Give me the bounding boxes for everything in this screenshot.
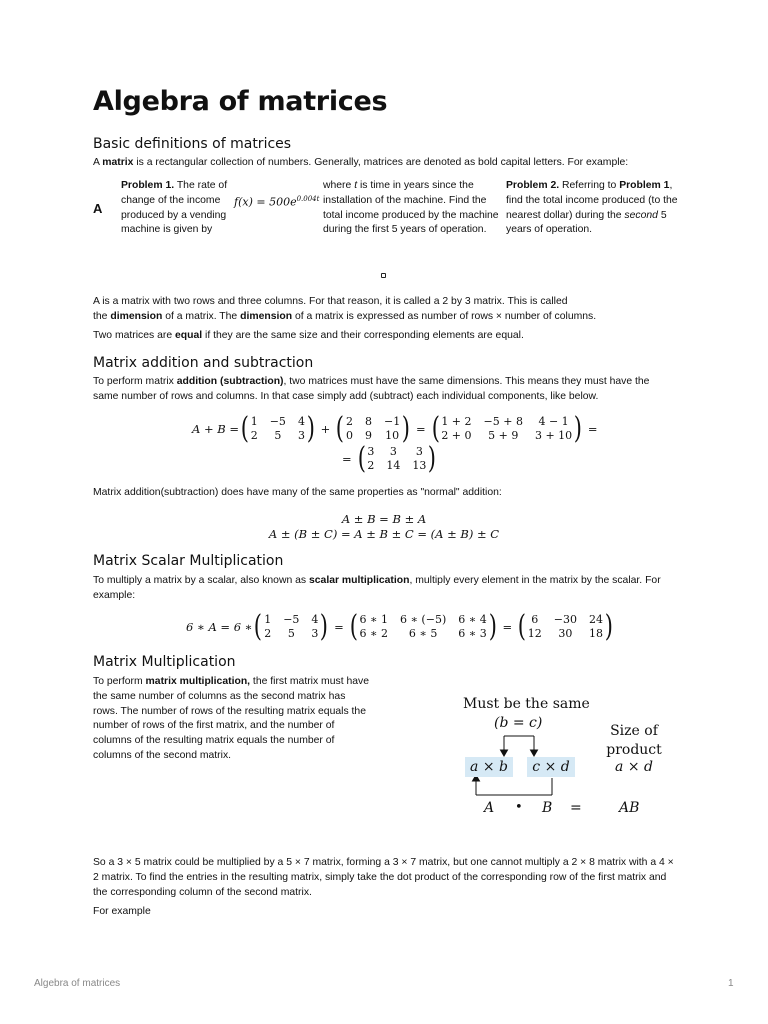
matrix-cell: 4 − 1 bbox=[538, 415, 569, 428]
matrix-cell: 4 bbox=[297, 415, 305, 428]
diagram-box-first bbox=[465, 757, 513, 777]
addition-properties-intro: Matrix addition(subtraction) does have many of the same properties as "normal" addition: bbox=[93, 487, 502, 498]
multiplication-paragraph-2: So a 3 × 5 matrix could be multiplied by a 5 × 7 matrix, forming a 3 × 7 matrix, but one cannot multiply a 2 × 8 matrix with a 4 × 2 matrix. To find the entries in the resulting matrix, simply take the dot product of the corresponding row of the first matrix and the corresponding column of the second matrix. bbox=[93, 857, 674, 898]
matrix-cell: 2 bbox=[367, 459, 375, 472]
matrix-cell: 3 bbox=[389, 445, 397, 458]
diagram-bottom-eq: = bbox=[570, 800, 582, 816]
matrix-a: ( 1 −5 4 2 5 3 ) bbox=[240, 411, 315, 446]
page-number: 1 bbox=[728, 978, 734, 989]
small-marker-icon bbox=[381, 273, 386, 278]
matrix-cell: 4 bbox=[311, 613, 319, 626]
problem1-continuation: where t is time in years since the installation of the machine. Find the total income produced by the machine during the first 5 years of operation. bbox=[323, 180, 499, 236]
matrix-cell: −5 + 8 bbox=[483, 415, 523, 428]
diagram-must-label: Must be the same bbox=[463, 696, 590, 712]
matrix-cell: 6 bbox=[531, 613, 539, 626]
matrix-cell: 6 ∗ 2 bbox=[359, 627, 388, 640]
matrix-cell: 1 + 2 bbox=[441, 415, 472, 428]
scalar-matrix-a: ( 1 −5 4 2 5 3 ) bbox=[254, 609, 329, 644]
section-heading-multiplication: Matrix Multiplication bbox=[93, 654, 236, 670]
multiplication-paragraph: To perform matrix multiplication, the first matrix must have the same number of columns as the second matrix has rows. The number of rows of the resulting matrix equals the number of rows of the first matrix, and the number of columns of the resulting matrix equals the number of columns of the second matrix. bbox=[93, 676, 369, 761]
diagram-bottom-a: A bbox=[484, 800, 495, 816]
matrix-cell: 3 bbox=[311, 627, 319, 640]
matrix-cell: −5 bbox=[269, 415, 286, 428]
matrix-cell: 3 bbox=[367, 445, 375, 458]
matrix-cell: 3 bbox=[297, 429, 305, 442]
matrix-letter: A bbox=[93, 201, 103, 216]
matrix-cell: 6 ∗ 5 bbox=[408, 627, 438, 640]
dimension-paragraph: A is a matrix with two rows and three columns. For that reason, it is called a 2 by 3 matrix. This is called the dimension of a matrix. The dimension of a matrix is expressed as number of rows × number of columns. bbox=[93, 296, 597, 322]
multiplication-diagram bbox=[450, 692, 690, 822]
matrix-cell: 2 bbox=[346, 415, 354, 428]
matrix-cell: 2 bbox=[264, 627, 272, 640]
diagram-size-value: a × d bbox=[615, 759, 653, 775]
matrix-cell: 12 bbox=[527, 627, 542, 640]
matrix-cell: 3 bbox=[415, 445, 423, 458]
basic-intro: A matrix is a rectangular collection of numbers. Generally, matrices are denoted as bold capital letters. For example: bbox=[93, 157, 629, 168]
diagram-condition: (b = c) bbox=[494, 715, 543, 731]
matrix-cell: −30 bbox=[553, 613, 578, 626]
addition-lhs: A + B = bbox=[192, 422, 239, 436]
matrix-cell: 30 bbox=[558, 627, 573, 640]
problem2-text: Problem 2. Referring to Problem 1, find the total income produced (to the nearest dollar) during the second 5 years of operation. bbox=[506, 180, 678, 236]
for-example-text: For example bbox=[93, 906, 151, 917]
page-title: Algebra of matrices bbox=[93, 86, 388, 117]
matrix-cell: 2 bbox=[250, 429, 258, 442]
matrix-cell: 2 + 0 bbox=[441, 429, 472, 442]
matrix-cell: 6 ∗ 4 bbox=[458, 613, 487, 626]
scalar-matrix-expanded: ( 6 ∗ 1 6 ∗ (−5) 6 ∗ 4 6 ∗ 2 6 ∗ 5 6 ∗ 3 ) bbox=[349, 609, 497, 644]
footer-title: Algebra of matrices bbox=[34, 978, 121, 989]
matrix-cell: 6 ∗ (−5) bbox=[399, 613, 447, 626]
section-heading-scalar: Matrix Scalar Multiplication bbox=[93, 553, 284, 569]
matrix-cell: 5 + 9 bbox=[488, 429, 519, 442]
diagram-bottom-ab: AB bbox=[619, 800, 640, 816]
matrix-cell: 10 bbox=[385, 429, 400, 442]
matrix-cell: 13 bbox=[412, 459, 427, 472]
diagram-bottom-dot: • bbox=[515, 800, 523, 815]
addition-paragraph: To perform matrix addition (subtraction), two matrices must have the same dimensions. This means they must have the same number of rows and columns. In that case simply add (subtract) each individual components, like below. bbox=[93, 376, 650, 402]
problem1-text: Problem 1. The rate of change of the income produced by a vending machine is given by bbox=[121, 180, 228, 236]
diagram-box-second bbox=[527, 757, 575, 777]
scalar-matrix-result: ( 6 −30 24 12 30 18 ) bbox=[517, 609, 613, 644]
matrix-cell: 3 + 10 bbox=[534, 429, 573, 442]
matrix-cell: 24 bbox=[589, 613, 604, 626]
matrix-cell: 1 bbox=[264, 613, 272, 626]
equal-paragraph: Two matrices are equal if they are the same size and their corresponding elements are equal. bbox=[93, 330, 524, 341]
section-heading-addition: Matrix addition and subtraction bbox=[93, 355, 314, 371]
matrix-cell: 6 ∗ 1 bbox=[359, 613, 388, 626]
property-associative: A ± (B ± C) = A ± B ± C = (A ± B) ± C bbox=[268, 527, 500, 541]
diagram-box-first-label: a × b bbox=[470, 759, 508, 775]
matrix-cell: 9 bbox=[365, 429, 373, 442]
scalar-paragraph: To multiply a matrix by a scalar, also known as scalar multiplication, multiply every element in the matrix by the scalar. For example: bbox=[93, 575, 661, 601]
addition-equation-line2: = ( 3 3 3 2 14 13 ) bbox=[342, 441, 437, 476]
matrix-cell: 0 bbox=[346, 429, 354, 442]
scalar-lhs: 6 ∗ A = 6 ∗ bbox=[186, 620, 253, 634]
matrix-cell: 8 bbox=[365, 415, 373, 428]
addition-equation-line1: A + B = ( 1 −5 4 2 5 3 ) + ( 2 8 −1 0 9 10 ) = ( 1 + 2 −5 + 8 4 − 1 2 + 0 5 + 9 3 + 10 ) = bbox=[192, 411, 598, 446]
scalar-equation: 6 ∗ A = 6 ∗ ( 1 −5 4 2 5 3 ) = ( 6 ∗ 1 6 ∗ (−5) 6 ∗ 4 6 ∗ 2 6 ∗ 5 6 ∗ 3 ) = ( 6 −30 24 12 30 18 ) bbox=[186, 609, 613, 644]
matrix-cell: −5 bbox=[283, 613, 300, 626]
matrix-cell: −1 bbox=[384, 415, 401, 428]
matrix-cell: 1 bbox=[250, 415, 258, 428]
matrix-cell: 5 bbox=[274, 429, 282, 442]
diagram-box-second-label: c × d bbox=[532, 759, 570, 775]
matrix-sum-expanded: ( 1 + 2 −5 + 8 4 − 1 2 + 0 5 + 9 3 + 10 ) bbox=[431, 411, 583, 446]
matrix-b: ( 2 8 −1 0 9 10 ) bbox=[336, 411, 411, 446]
problem1-formula: $f(x) = 500e^{0.004t}$ bbox=[234, 195, 320, 209]
section-heading-basic: Basic definitions of matrices bbox=[93, 136, 292, 152]
matrix-cell: 14 bbox=[386, 459, 401, 472]
matrix-cell: 18 bbox=[589, 627, 604, 640]
property-commutative: A ± B = B ± A bbox=[341, 512, 427, 526]
matrix-cell: 6 ∗ 3 bbox=[458, 627, 487, 640]
matrix-sum-result: ( 3 3 3 2 14 13 ) bbox=[357, 441, 437, 476]
diagram-bottom-b: B bbox=[542, 800, 553, 816]
matrix-cell: 5 bbox=[287, 627, 295, 640]
diagram-size-label: Size of product bbox=[606, 723, 662, 758]
